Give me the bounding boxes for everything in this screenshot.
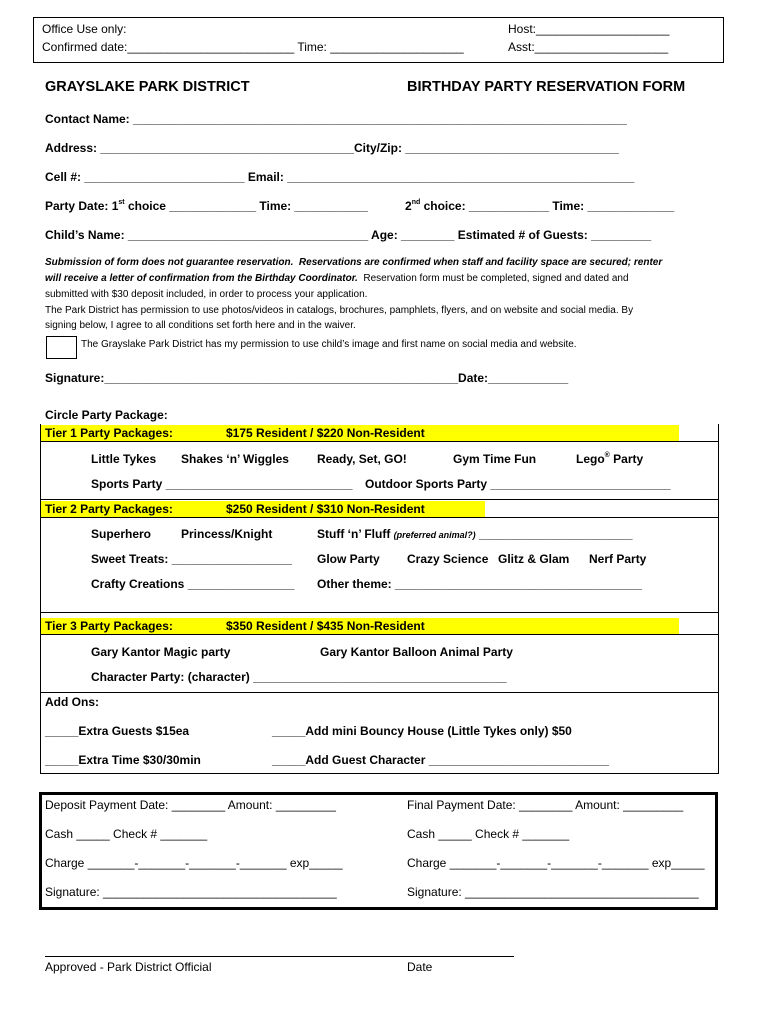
package-superhero[interactable]: Superhero: [91, 527, 152, 541]
package-stuff-n-fluff[interactable]: Stuff ‘n’ Fluff (preferred animal?) _______________________: [317, 527, 633, 541]
deposit-payment-field[interactable]: Deposit Payment Date: ________ Amount: _________: [45, 798, 336, 812]
notice-line-2: will receive a letter of confirmation from the Birthday Coordinator. Reservation form must be completed, signed and dated and: [45, 273, 629, 284]
cell-email-field[interactable]: Cell #: ________________________ Email: ____________________________________________________: [45, 170, 635, 184]
final-signature-field[interactable]: Signature: ___________________________________: [407, 885, 699, 899]
package-character-party[interactable]: Character Party: (character) ______________________________________: [91, 670, 507, 684]
package-sports-party[interactable]: Sports Party ____________________________: [91, 477, 353, 491]
package-bottom-border: [40, 773, 719, 774]
tier1-rule: [41, 441, 718, 442]
package-gary-kantor-magic[interactable]: Gary Kantor Magic party: [91, 645, 231, 659]
tier3-top-rule: [41, 612, 718, 613]
package-gary-kantor-balloon[interactable]: Gary Kantor Balloon Animal Party: [320, 645, 513, 659]
final-payment-field[interactable]: Final Payment Date: ________ Amount: _________: [407, 798, 684, 812]
package-glitz-glam[interactable]: Glitz & Glam: [498, 552, 570, 566]
addons-heading: Add Ons:: [45, 695, 99, 709]
tier2-label: Tier 2 Party Packages:: [45, 502, 173, 516]
party-date-first-choice[interactable]: Party Date: 1st choice _____________ Time: ___________: [45, 199, 368, 213]
signature-date-field[interactable]: Signature:_____________________________________________________Date:____________: [45, 371, 569, 385]
tier2-rule: [41, 517, 718, 518]
form-title: BIRTHDAY PARTY RESERVATION FORM: [407, 79, 686, 95]
package-nerf-party[interactable]: Nerf Party: [589, 552, 647, 566]
package-outdoor-sports[interactable]: Outdoor Sports Party ___________________________: [365, 477, 671, 491]
addon-extra-time[interactable]: _____Extra Time $30/30min: [45, 753, 201, 767]
approval-signature-line[interactable]: [45, 956, 514, 957]
address-field[interactable]: Address: ______________________________________City/Zip: ________________________________: [45, 141, 619, 155]
package-other-theme[interactable]: Other theme: _____________________________________: [317, 577, 642, 591]
addons-top-rule: [41, 692, 718, 693]
package-little-tykes[interactable]: Little Tykes: [91, 452, 157, 466]
party-date-second-choice[interactable]: 2nd choice: ____________ Time: _____________: [405, 199, 675, 213]
host-field[interactable]: Host:____________________: [508, 22, 670, 36]
final-charge-field[interactable]: Charge _______-_______-_______-_______ exp_____: [407, 856, 705, 870]
approval-official-label: Approved - Park District Official: [45, 960, 212, 974]
contact-name-field[interactable]: Contact Name: __________________________________________________________________________: [45, 112, 627, 126]
tier3-rule: [41, 634, 718, 635]
notice-line-3: submitted with $30 deposit included, in order to process your application.: [45, 289, 368, 300]
package-princess-knight[interactable]: Princess/Knight: [181, 527, 273, 541]
notice-line-1: Submission of form does not guarantee reservation. Reservations are confirmed when staff and facility space are secured; renter: [45, 257, 663, 268]
org-title: GRAYSLAKE PARK DISTRICT: [45, 79, 250, 95]
deposit-charge-field[interactable]: Charge _______-_______-_______-_______ exp_____: [45, 856, 343, 870]
notice-line-5: signing below, I agree to all conditions set forth here and in the waiver.: [45, 320, 356, 331]
media-consent-checkbox[interactable]: [46, 336, 77, 359]
tier3-price: $350 Resident / $435 Non-Resident: [226, 619, 425, 633]
confirmed-date-field[interactable]: Confirmed date:_________________________ Time: ____________________: [42, 40, 468, 54]
addon-bouncy-house[interactable]: _____Add mini Bouncy House (Little Tykes only) $50: [272, 724, 572, 738]
package-glow-party[interactable]: Glow Party: [317, 552, 380, 566]
asst-field[interactable]: Asst:____________________: [508, 40, 669, 54]
package-crafty-creations[interactable]: Crafty Creations ________________: [91, 577, 295, 591]
package-right-border: [718, 424, 719, 774]
deposit-signature-field[interactable]: Signature: ___________________________________: [45, 885, 337, 899]
package-sweet-treats[interactable]: Sweet Treats: __________________: [91, 552, 292, 566]
addon-extra-guests[interactable]: _____Extra Guests $15ea: [45, 724, 190, 738]
final-cash-check-field[interactable]: Cash _____ Check # _______: [407, 827, 570, 841]
approval-date-label: Date: [407, 960, 433, 974]
tier3-label: Tier 3 Party Packages:: [45, 619, 173, 633]
child-name-field[interactable]: Child’s Name: ____________________________________ Age: ________ Estimated # of Guests: _________: [45, 228, 652, 242]
package-shakes-wiggles[interactable]: Shakes ‘n’ Wiggles: [181, 452, 289, 466]
package-heading: Circle Party Package:: [45, 408, 168, 422]
package-left-border: [40, 424, 41, 774]
package-crazy-science[interactable]: Crazy Science: [407, 552, 489, 566]
package-ready-set-go[interactable]: Ready, Set, GO!: [317, 452, 407, 466]
tier2-top-rule: [41, 499, 718, 500]
tier1-price: $175 Resident / $220 Non-Resident: [226, 426, 425, 440]
office-use-label: Office Use only:: [42, 22, 127, 36]
media-consent-label: The Grayslake Park District has my permission to use child’s image and first name on social media and website.: [81, 339, 577, 350]
package-lego-party[interactable]: Lego® Party: [576, 452, 644, 466]
addon-guest-character[interactable]: _____Add Guest Character ___________________________: [272, 753, 609, 767]
notice-line-4: The Park District has permission to use photos/videos in catalogs, brochures, pamphlets, flyers, and on website and social media. By: [45, 305, 634, 316]
package-gym-time-fun[interactable]: Gym Time Fun: [453, 452, 537, 466]
deposit-cash-check-field[interactable]: Cash _____ Check # _______: [45, 827, 208, 841]
tier1-label: Tier 1 Party Packages:: [45, 426, 173, 440]
tier2-price: $250 Resident / $310 Non-Resident: [226, 502, 425, 516]
